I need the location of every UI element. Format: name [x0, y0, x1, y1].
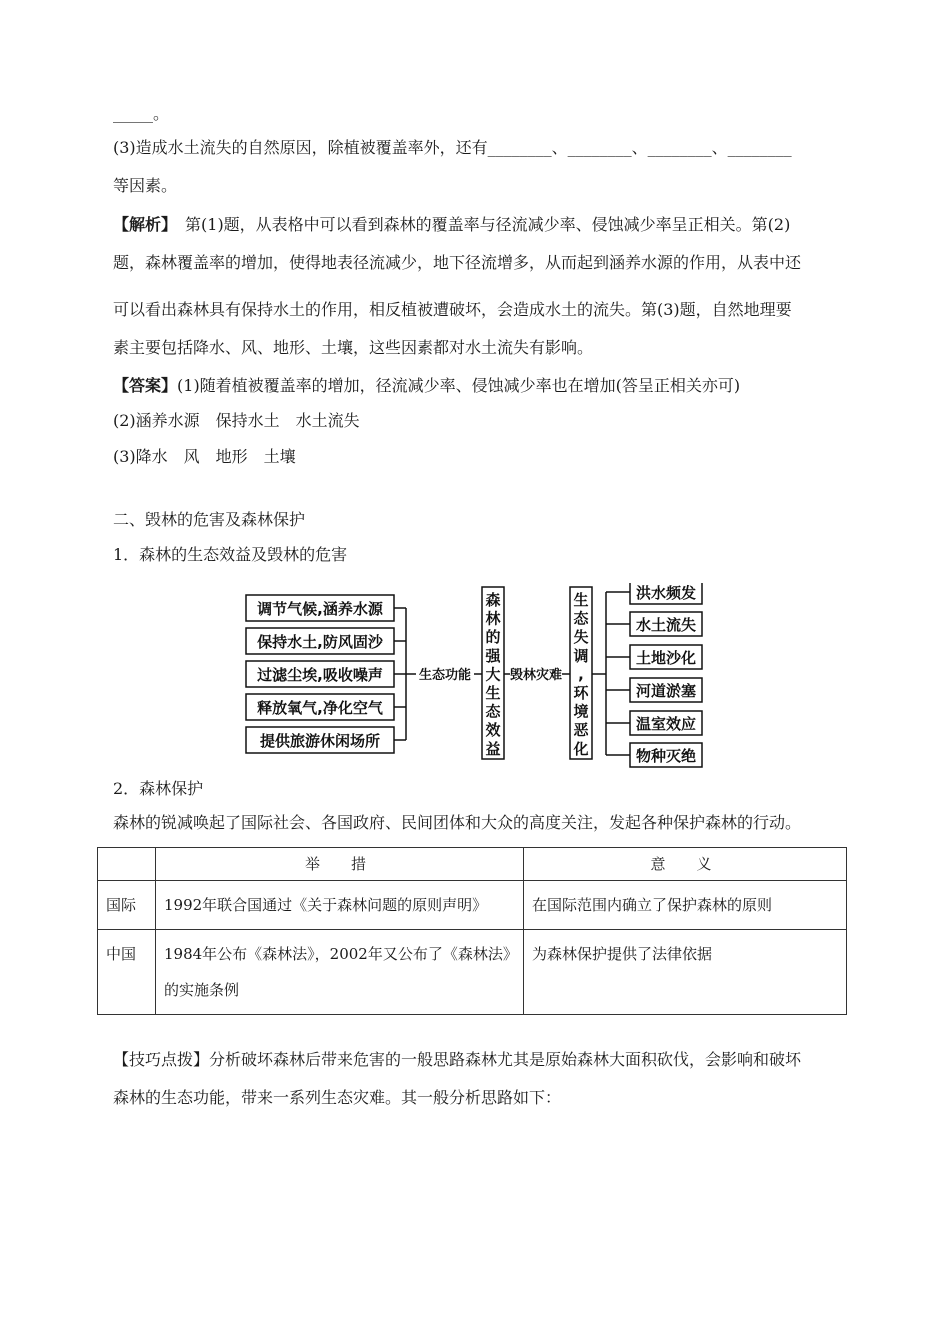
- table-cell-region: 中国: [98, 930, 156, 1015]
- label-deforestation: 毁林灾难: [509, 668, 563, 683]
- result-text-2: 水土流失: [635, 616, 697, 634]
- section-heading: 二、毁林的危害及森林保护: [113, 510, 306, 529]
- imbalance-char: 化: [573, 739, 589, 758]
- function-text-1: 调节气候,涵养水源: [257, 600, 383, 618]
- imbalance-char: 生: [573, 591, 589, 609]
- imbalance-char: 境: [573, 702, 589, 721]
- tip-label: 【技巧点拨】: [113, 1050, 210, 1069]
- table-cell-measure: 1984年公布《森林法》，2002年又公布了《森林法》的实施条例: [156, 930, 524, 1015]
- table-cell-measure: 1992年联合国通过《关于森林问题的原则声明》: [156, 881, 524, 930]
- label-eco-function: 生态功能: [418, 668, 472, 683]
- center-char: 生: [485, 684, 501, 702]
- imbalance-char: 环: [573, 684, 589, 702]
- center-char: 态: [485, 702, 501, 721]
- question-3-cont: 等因素。: [113, 176, 178, 195]
- table-row: [98, 881, 847, 930]
- analysis-line-3: 可以看出森林具有保持水土的作用，相反植被遭破坏，会造成水土的流失。第(3)题，自然地理要: [113, 300, 792, 319]
- function-text-2: 保持水土,防风固沙: [257, 633, 383, 651]
- table-header-region: [98, 848, 156, 881]
- forest-protection-table: [97, 847, 847, 1015]
- center-char: 益: [485, 739, 501, 758]
- analysis-line-4: 素主要包括降水、风、地形、土壤，这些因素都对水土流失有影响。: [113, 338, 594, 357]
- function-text-4: 释放氧气,净化空气: [257, 699, 383, 717]
- center-char: 林: [485, 609, 501, 628]
- answer-line-1: [113, 376, 740, 396]
- table-cell-region: 国际: [98, 881, 156, 930]
- imbalance-char: 恶: [573, 721, 589, 740]
- result-text-4: 河道淤塞: [635, 682, 697, 700]
- subheading-1: 1．森林的生态效益及毁林的危害: [113, 545, 348, 564]
- table-header-measure: 举 措: [156, 848, 524, 881]
- forest-benefit-diagram: [244, 583, 708, 769]
- function-text-3: 过滤尘埃,吸收噪声: [257, 666, 383, 684]
- question-3: (3)造成水土流失的自然原因，除植被覆盖率外，还有________、________、________、________: [113, 138, 792, 157]
- center-char: 的: [485, 628, 501, 647]
- imbalance-char: 失: [573, 628, 589, 647]
- table-cell-meaning: 在国际范围内确立了保护森林的原则: [524, 881, 847, 930]
- answer-line-2: (2)涵养水源 保持水土 水土流失: [113, 411, 360, 430]
- tip-text: 分析破坏森林后带来危害的一般思路森林尤其是原始森林大面积砍伐，会影响和破坏: [209, 1050, 802, 1069]
- answer-line-3: (3)降水 风 地形 土壤: [113, 447, 296, 466]
- center-char: 效: [485, 721, 501, 740]
- result-text-5: 温室效应: [635, 715, 697, 733]
- analysis-line-2: 题，森林覆盖率的增加，使得地表径流减少，地下径流增多，从而起到涵养水源的作用，从表中还: [113, 253, 802, 272]
- tip-line-1: [113, 1050, 801, 1070]
- imbalance-text: [572, 591, 589, 758]
- function-text-5: 提供旅游休闲场所: [259, 732, 381, 750]
- imbalance-char: 态: [573, 609, 589, 628]
- table-header-meaning: 意 义: [524, 848, 847, 881]
- answer-text: (1)随着植被覆盖率的增加，径流减少率、侵蚀减少率也在增加(答呈正相关亦可): [177, 376, 741, 395]
- imbalance-char: 调: [573, 646, 589, 665]
- intro-paragraph: 森林的锐减唤起了国际社会、各国政府、民间团体和大众的高度关注，发起各种保护森林的行动。: [113, 813, 802, 832]
- subheading-2: 2．森林保护: [113, 779, 204, 798]
- table-row: [98, 930, 847, 1015]
- table-header-row: [98, 848, 847, 881]
- blank-line: _____。: [113, 104, 170, 123]
- table-cell-meaning: 为森林保护提供了法律依据: [524, 930, 847, 1015]
- tip-line-2: 森林的生态功能，带来一系列生态灾难。其一般分析思路如下：: [113, 1088, 562, 1107]
- center-char: 强: [485, 646, 501, 665]
- center-char: 大: [485, 665, 501, 684]
- analysis-text: 第(1)题，从表格中可以看到森林的覆盖率与径流减少率、侵蚀减少率呈正相关。第(2): [169, 215, 791, 234]
- analysis-line-1: [113, 215, 790, 235]
- center-char: 森: [485, 591, 501, 609]
- analysis-label: 【解析】: [113, 215, 170, 234]
- result-text-3: 土地沙化: [635, 649, 697, 667]
- result-text-6: 物种灭绝: [635, 747, 697, 765]
- center-text: [484, 591, 501, 758]
- result-text-1: 洪水频发: [635, 584, 697, 602]
- answer-label: 【答案】: [113, 376, 178, 395]
- imbalance-char: ,: [578, 665, 584, 684]
